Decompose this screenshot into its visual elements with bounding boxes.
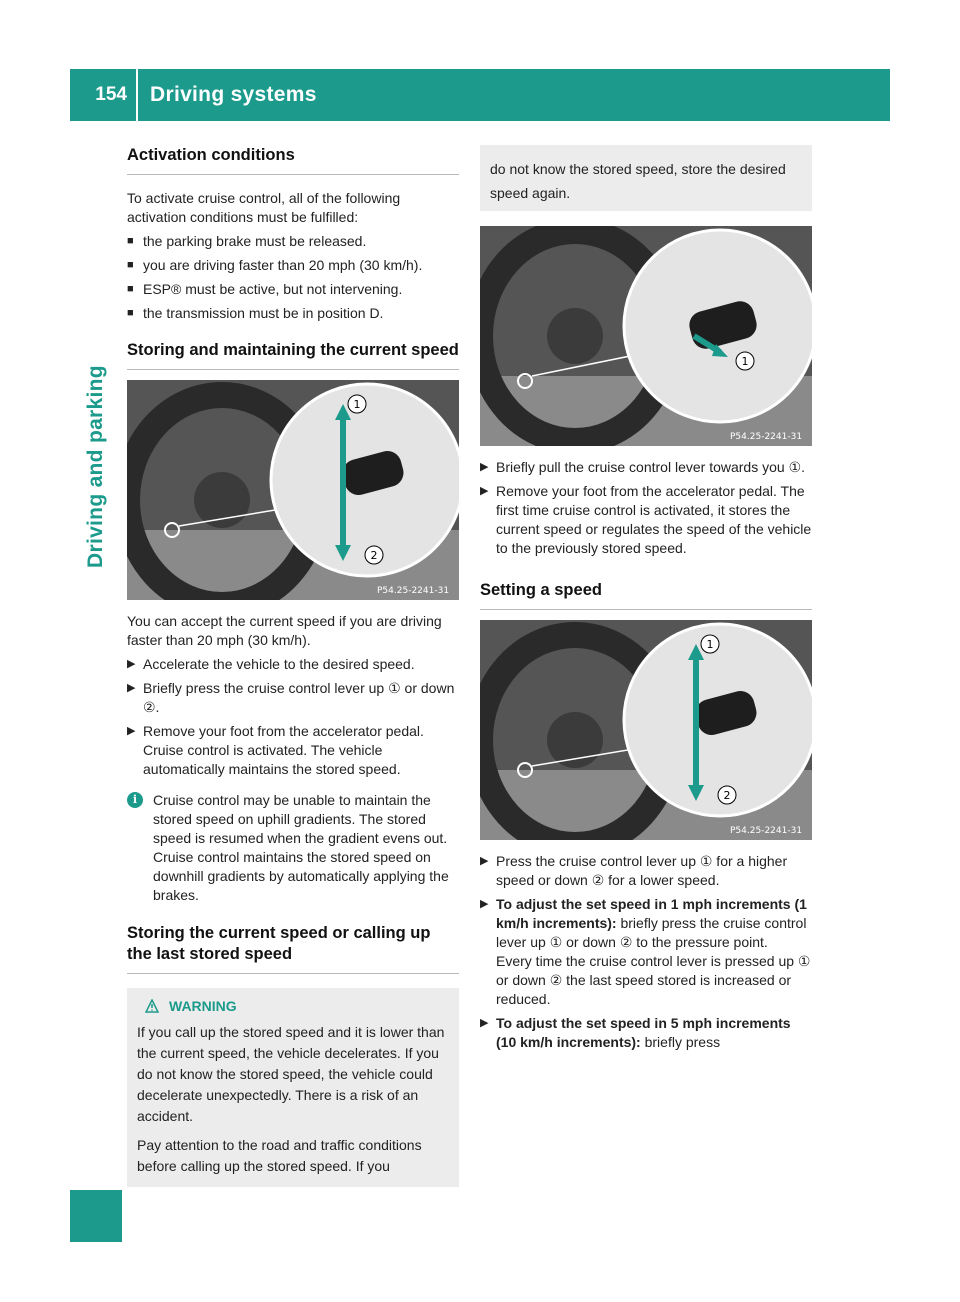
warning-header: WARNING [145, 998, 449, 1014]
figure-lever-up-down [127, 380, 459, 600]
left-column [127, 145, 459, 1187]
side-tab-label: Driving and parking [84, 365, 107, 568]
svg-text:1: 1 [353, 398, 361, 411]
side-tab [84, 306, 114, 566]
warning-box [127, 988, 459, 1187]
warning-icon [145, 999, 159, 1013]
condition-item: ■ the transmission must be in position D. [127, 305, 384, 321]
instruction-step: ▶ To adjust the set speed in 5 mph increments (10 km/h increments): briefly press [480, 1015, 791, 1050]
warning-text: If you call up the stored speed and it is lower than the current speed, the vehicle decelerates. If you do not know the stored speed, the vehicle could decelerate unexpectedly. There is a risk of an accident. [137, 1024, 445, 1124]
warning-advice: Pay attention to the road and traffic conditions before calling up the stored speed. If you [137, 1137, 422, 1174]
svg-text:1: 1 [706, 638, 714, 651]
figure-lever-pull [480, 226, 812, 446]
instruction-step: ▶ To adjust the set speed in 1 mph increments (1 km/h increments): briefly press the cruise control lever up ① or down ② to the pressure point. Every time the cruise control lever is pressed up ① or down ② the last speed stored is increased or reduced. [480, 896, 811, 1007]
section-heading-storing: Storing and maintaining the current speed [127, 340, 459, 370]
svg-text:1: 1 [741, 355, 749, 368]
side-tab-marker [70, 1190, 122, 1242]
section-heading-calling: Storing the current speed or calling up the last stored speed [127, 923, 459, 974]
info-icon: i [127, 792, 143, 808]
steering-lever-pull-illustration [480, 226, 812, 446]
instruction-step: ▶ Briefly press the cruise control lever up ① or down ②. [127, 680, 455, 715]
warning-continued-text: do not know the stored speed, store the desired speed again. [490, 161, 786, 201]
info-note: i Cruise control may be unable to maintain the stored speed on uphill gradients. The stored speed is resumed when the gradient evens out. Cruise control maintains the stored speed on downhill gradients by automatically applying the brakes. [127, 791, 459, 905]
instruction-step: ▶ Accelerate the vehicle to the desired speed. [127, 656, 415, 672]
steering-lever-illustration [127, 380, 459, 600]
condition-item: ■ the parking brake must be released. [127, 233, 367, 249]
right-column [480, 145, 812, 1052]
svg-text:P54.25-2241-31: P54.25-2241-31 [377, 586, 450, 596]
instruction-step: ▶ Press the cruise control lever up ① for a higher speed or down ② for a lower speed. [480, 853, 788, 888]
warning-box-continued [480, 145, 812, 211]
section-heading-setting: Setting a speed [480, 580, 812, 610]
storing-intro: You can accept the current speed if you are driving faster than 20 mph (30 km/h). [127, 613, 442, 648]
figure-set-speed [480, 620, 812, 840]
svg-text:2: 2 [370, 549, 378, 562]
steering-lever-set-illustration [480, 620, 812, 840]
instruction-step: ▶ Remove your foot from the accelerator pedal. Cruise control is activated. The vehicle automatically maintains the stored speed. [127, 723, 424, 777]
instruction-step: ▶ Briefly pull the cruise control lever towards you ①. [480, 459, 806, 475]
svg-text:2: 2 [723, 789, 731, 802]
page-number: 154 [95, 84, 127, 105]
instruction-step: ▶ Remove your foot from the accelerator pedal. The first time cruise control is activated, it stores the current speed or regulates the speed of the vehicle to the previously stored speed. [480, 483, 812, 556]
page-header [70, 69, 890, 121]
header-divider [136, 69, 138, 121]
section-heading-activation: Activation conditions [127, 145, 459, 175]
activation-intro: To activate cruise control, all of the following activation conditions must be fulfilled: [127, 190, 401, 225]
chapter-title: Driving systems [150, 83, 317, 106]
condition-item: ■ ESP® must be active, but not intervening. [127, 281, 403, 297]
condition-item: ■ you are driving faster than 20 mph (30 km/h). [127, 257, 423, 273]
svg-text:P54.25-2241-31: P54.25-2241-31 [730, 432, 803, 442]
svg-text:P54.25-2241-31: P54.25-2241-31 [730, 826, 803, 836]
